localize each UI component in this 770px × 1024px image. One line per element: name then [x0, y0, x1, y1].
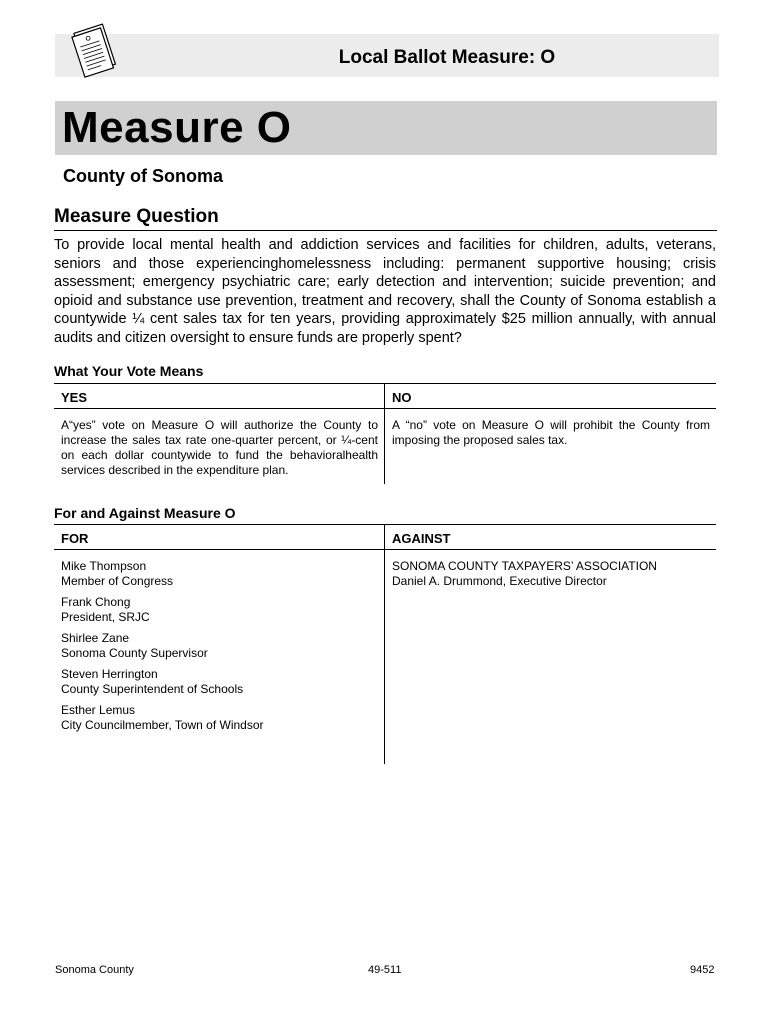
header-title: Local Ballot Measure: O	[338, 47, 556, 68]
footer-county: Sonoma County	[55, 964, 134, 976]
list-item	[61, 559, 379, 589]
supporter-name: Shirlee Zane	[61, 631, 130, 645]
supporter-name: Mike Thompson	[61, 559, 147, 573]
divider	[54, 383, 716, 384]
measure-question-heading: Measure Question	[54, 206, 219, 227]
measure-title: Measure O	[62, 103, 292, 152]
divider	[54, 549, 716, 550]
list-item	[61, 667, 379, 697]
against-list	[392, 559, 712, 595]
document-icon	[62, 18, 126, 82]
supporter-title: President, SRJC	[61, 610, 150, 624]
footer-page-code: 49-511	[368, 964, 402, 976]
divider	[54, 524, 716, 525]
no-explanation: A “no” vote on Measure O will prohibit the County from imposing the proposed sales tax.	[392, 418, 710, 447]
list-item	[61, 595, 379, 625]
vote-means-heading: What Your Vote Means	[54, 363, 204, 379]
no-column-header: NO	[392, 390, 412, 405]
list-item	[61, 703, 379, 733]
opponent-name: SONOMA COUNTY TAXPAYERS’ ASSOCIATION	[392, 559, 657, 573]
divider	[54, 230, 717, 231]
against-column-header: AGAINST	[392, 531, 451, 546]
footer-number: 9452	[690, 964, 715, 976]
measure-question-text: To provide local mental health and addiction services and facilities for children, adults, veterans, seniors and those experiencinghomelessness including: permanent supportive housing; crisis assessment; emergency psychiatric care; early detection and intervention; suicide prevention; and opioid and substance use prevention, treatment and recovery, shall the County of Sonoma establish a countywide ¼ cent sales tax for ten years, providing approximately $25 million annually, with annual audits and citizen oversight to ensure funds are properly spent?	[54, 237, 716, 346]
yes-explanation: A“yes” vote on Measure O will authorize the County to increase the sales tax rate one-quarter percent, or ¼-cent on each dollar countywide to fund the behavioralhealth services described in the expenditure plan.	[61, 418, 378, 477]
for-column-header: FOR	[61, 531, 89, 546]
supporter-name: Esther Lemus	[61, 703, 136, 717]
supporter-title: County Superintendent of Schools	[61, 682, 244, 696]
header-band	[55, 34, 719, 77]
supporter-name: Steven Herrington	[61, 667, 158, 681]
column-divider	[384, 383, 385, 484]
supporter-title: Member of Congress	[61, 574, 174, 588]
opponent-title: Daniel A. Drummond, Executive Director	[392, 574, 607, 588]
yes-column-header: YES	[61, 390, 88, 405]
list-item	[392, 559, 712, 589]
supporter-name: Frank Chong	[61, 595, 131, 609]
supporter-title: City Councilmember, Town of Windsor	[61, 718, 264, 732]
column-divider	[384, 524, 385, 764]
county-name: County of Sonoma	[63, 166, 223, 186]
for-against-heading: For and Against Measure O	[54, 505, 236, 521]
supporter-title: Sonoma County Supervisor	[61, 646, 208, 660]
list-item	[61, 631, 379, 661]
measure-title-band	[55, 101, 717, 155]
divider	[54, 408, 716, 409]
for-list	[61, 559, 379, 739]
